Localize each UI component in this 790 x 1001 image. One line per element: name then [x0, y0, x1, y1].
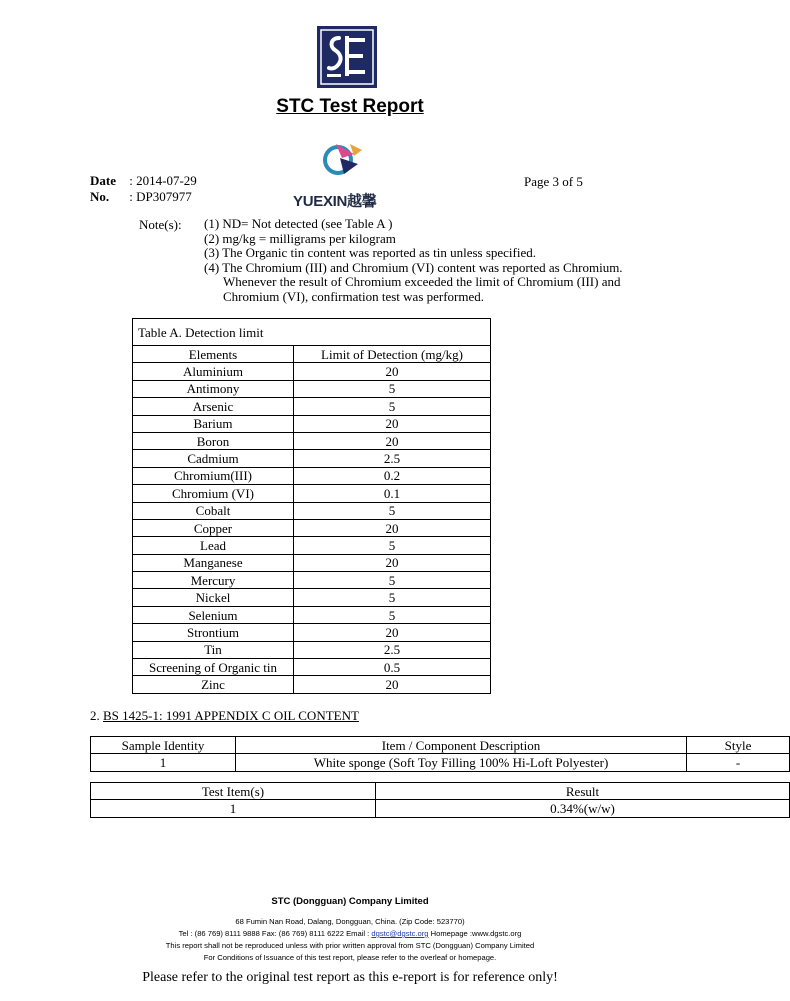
element-cell: Boron — [133, 432, 294, 449]
note-item: (4) The Chromium (III) and Chromium (VI) content was reported as Chromium. — [204, 259, 623, 275]
limit-cell: 5 — [294, 398, 491, 415]
limit-cell: 5 — [294, 572, 491, 589]
footer-note: This report shall not be reproduced unless with prior written approval from STC (Dongguan) Company Limited — [165, 941, 535, 950]
limit-cell: 0.2 — [294, 467, 491, 484]
element-cell: Copper — [133, 519, 294, 536]
stc-logo — [317, 26, 377, 88]
limit-cell: 5 — [294, 380, 491, 397]
table-row — [133, 467, 490, 484]
table-cell: 1 — [91, 754, 236, 771]
footer-email-link[interactable]: dgstc@dgstc.org — [371, 929, 429, 938]
table-row — [91, 754, 790, 771]
yuexin-wordmark: YUEXIN越馨 — [293, 193, 377, 210]
element-cell: Chromium (VI) — [133, 485, 294, 502]
column-header: Style — [687, 737, 790, 754]
table-row — [133, 485, 490, 502]
element-cell: Screening of Organic tin — [133, 659, 294, 676]
element-cell: Mercury — [133, 572, 294, 589]
limit-cell: 20 — [294, 676, 491, 693]
limit-cell: 20 — [294, 415, 491, 432]
limit-cell: 5 — [294, 537, 491, 554]
result-table — [90, 782, 790, 818]
table-row — [133, 415, 490, 432]
table-row — [133, 589, 490, 606]
table-row — [133, 659, 490, 676]
date-value: : 2014-07-29 — [129, 173, 197, 188]
yuexin-logo-icon — [296, 140, 396, 190]
column-header: Result — [376, 783, 790, 800]
column-header: Elements — [133, 346, 294, 363]
limit-cell: 0.5 — [294, 659, 491, 676]
element-cell: Antimony — [133, 380, 294, 397]
table-row — [133, 502, 490, 519]
column-header: Limit of Detection (mg/kg) — [294, 346, 491, 363]
limit-cell: 5 — [294, 606, 491, 623]
element-cell: Selenium — [133, 606, 294, 623]
footer-address: 68 Fumin Nan Road, Dalang, Dongguan, China. (Zip Code: 523770) — [235, 917, 465, 926]
table-header-row — [133, 346, 490, 363]
table-caption: Table A. Detection limit — [133, 319, 490, 346]
number-label: No. — [90, 189, 110, 204]
limit-cell: 20 — [294, 363, 491, 380]
table-row — [133, 398, 490, 415]
table-cell: White sponge (Soft Toy Filling 100% Hi-Loft Polyester) — [236, 754, 687, 771]
element-cell: Strontium — [133, 624, 294, 641]
table-row — [133, 572, 490, 589]
table-header-row — [91, 737, 790, 754]
table-row — [133, 624, 490, 641]
number-value: : DP307977 — [129, 189, 192, 204]
section-number: 2. — [90, 708, 100, 723]
section-title — [90, 708, 359, 724]
table-row — [133, 432, 490, 449]
table-row — [91, 800, 790, 817]
element-cell: Lead — [133, 537, 294, 554]
table-row — [133, 450, 490, 467]
element-cell: Arsenic — [133, 398, 294, 415]
section-name: BS 1425-1: 1991 APPENDIX C OIL CONTENT — [103, 708, 359, 723]
notes-list — [204, 217, 644, 305]
table-row — [133, 554, 490, 571]
element-cell: Nickel — [133, 589, 294, 606]
note-item: (2) mg/kg = milligrams per kilogram — [204, 230, 396, 246]
page-number: Page 3 of 5 — [524, 174, 583, 189]
stc-logo-icon — [317, 26, 377, 88]
sample-table — [90, 736, 790, 772]
element-cell: Cadmium — [133, 450, 294, 467]
element-cell: Zinc — [133, 676, 294, 693]
table-row — [133, 537, 490, 554]
limit-cell: 0.1 — [294, 485, 491, 502]
footer-disclaimer: Please refer to the original test report as this e-report is for reference only! — [142, 970, 558, 985]
element-cell: Barium — [133, 415, 294, 432]
table-cell: - — [687, 754, 790, 771]
table-header-row — [91, 783, 790, 800]
element-cell: Chromium(III) — [133, 467, 294, 484]
table-row — [133, 606, 490, 623]
table-row — [133, 519, 490, 536]
column-header: Sample Identity — [91, 737, 236, 754]
footer-note: For Conditions of Issuance of this test report, please refer to the overleaf or homepage. — [203, 953, 497, 962]
column-header: Item / Component Description — [236, 737, 687, 754]
element-cell: Manganese — [133, 554, 294, 571]
element-cell: Aluminium — [133, 363, 294, 380]
limit-cell: 20 — [294, 554, 491, 571]
table-row — [133, 641, 490, 658]
limit-cell: 2.5 — [294, 450, 491, 467]
table-row — [133, 380, 490, 397]
footer-homepage: Homepage :www.dgstc.org — [428, 929, 522, 938]
limit-cell: 20 — [294, 624, 491, 641]
report-title: STC Test Report — [276, 96, 424, 117]
note-item: (1) ND= Not detected (see Table A ) — [204, 216, 393, 231]
note-item: Whenever the result of Chromium exceeded the limit of Chromium (III) and — [223, 274, 621, 290]
table-row — [133, 363, 490, 380]
note-item: (3) The Organic tin content was reported as tin unless specified. — [204, 245, 537, 261]
note-item: Chromium (VI), confirmation test was performed. — [223, 288, 485, 304]
limit-cell: 20 — [294, 519, 491, 536]
table-row — [133, 676, 490, 693]
element-cell: Cobalt — [133, 502, 294, 519]
footer-contact — [0, 929, 700, 938]
date-row — [90, 173, 197, 189]
limit-cell: 20 — [294, 432, 491, 449]
table-cell: 1 — [91, 800, 376, 817]
table-cell: 0.34%(w/w) — [376, 800, 790, 817]
footer-contact-prefix: Tel : (86 769) 8111 9888 Fax: (86 769) 8111 6222 Email : — [178, 929, 372, 938]
report-meta — [90, 173, 197, 205]
limit-cell: 5 — [294, 502, 491, 519]
detection-limit-table — [132, 318, 491, 694]
footer-company: STC (Dongguan) Company Limited — [271, 896, 429, 907]
limit-cell: 5 — [294, 589, 491, 606]
element-cell: Tin — [133, 641, 294, 658]
limit-cell: 2.5 — [294, 641, 491, 658]
date-label: Date — [90, 173, 116, 188]
column-header: Test Item(s) — [91, 783, 376, 800]
notes-label: Note(s): — [139, 217, 182, 232]
number-row — [90, 189, 197, 205]
